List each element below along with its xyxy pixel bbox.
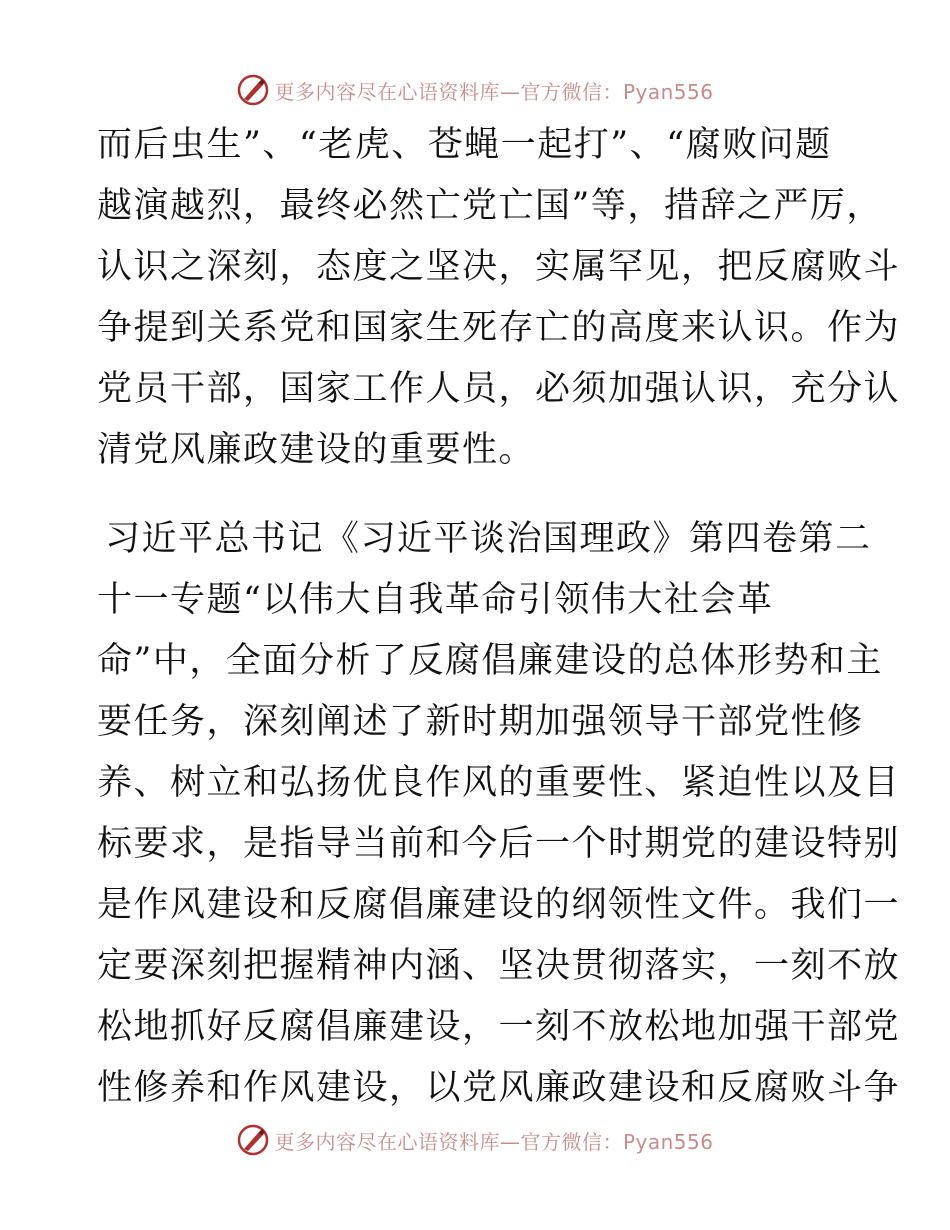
text-line: 标要求，是指导当前和今后一个时期党的建设特别 [97,824,901,864]
footer-watermark [0,1120,950,1160]
document-body [97,120,901,1124]
text-line: 认识之深刻，态度之坚决，实属罕见，把反腐败斗 [97,247,901,287]
paragraph-1 [97,120,901,475]
text-line: 清党风廉政建设的重要性。 [97,430,536,470]
text-line: 越演越烈，最终必然亡党亡国”等，措辞之严厉， [97,186,883,226]
text-line: 养、树立和弘扬优良作风的重要性、紧迫性以及目 [97,763,901,803]
footer-watermark-text: 更多内容尽在心语资料库—官方微信：Pyan556 [274,1129,714,1154]
text-line: 松地抓好反腐倡廉建设，一刻不放松地加强干部党 [97,1007,901,1047]
text-line: 性修养和作风建设，以党风廉政建设和反腐败斗争 [97,1068,901,1108]
pen-logo-icon [236,1123,270,1157]
text-line: 是作风建设和反腐倡廉建设的纲领性文件。我们一 [97,885,901,925]
text-line: 十一专题“以伟大自我革命引领伟大社会革 [97,580,774,620]
text-line: 定要深刻把握精神内涵、坚决贯彻落实，一刻不放 [97,946,901,986]
header-watermark-text: 更多内容尽在心语资料库—官方微信：Pyan556 [274,79,714,104]
text-line: 而后虫生”、“老虎、苍蝇一起打”、“腐败问题 [97,125,832,165]
pen-logo-icon [236,73,270,107]
paragraph-gap [97,486,857,514]
header-watermark [0,70,950,110]
paragraph-2 [97,514,901,1113]
text-line: 命”中，全面分析了反腐倡廉建设的总体形势和主 [97,641,883,681]
text-line: 党员干部，国家工作人员，必须加强认识，充分认 [97,369,901,409]
text-line: 要任务，深刻阐述了新时期加强领导干部党性修 [97,702,864,742]
text-line: 争提到关系党和国家生死存亡的高度来认识。作为 [97,308,901,348]
text-line: 习近平总书记《习近平谈治国理政》第四卷第二 [105,519,872,559]
